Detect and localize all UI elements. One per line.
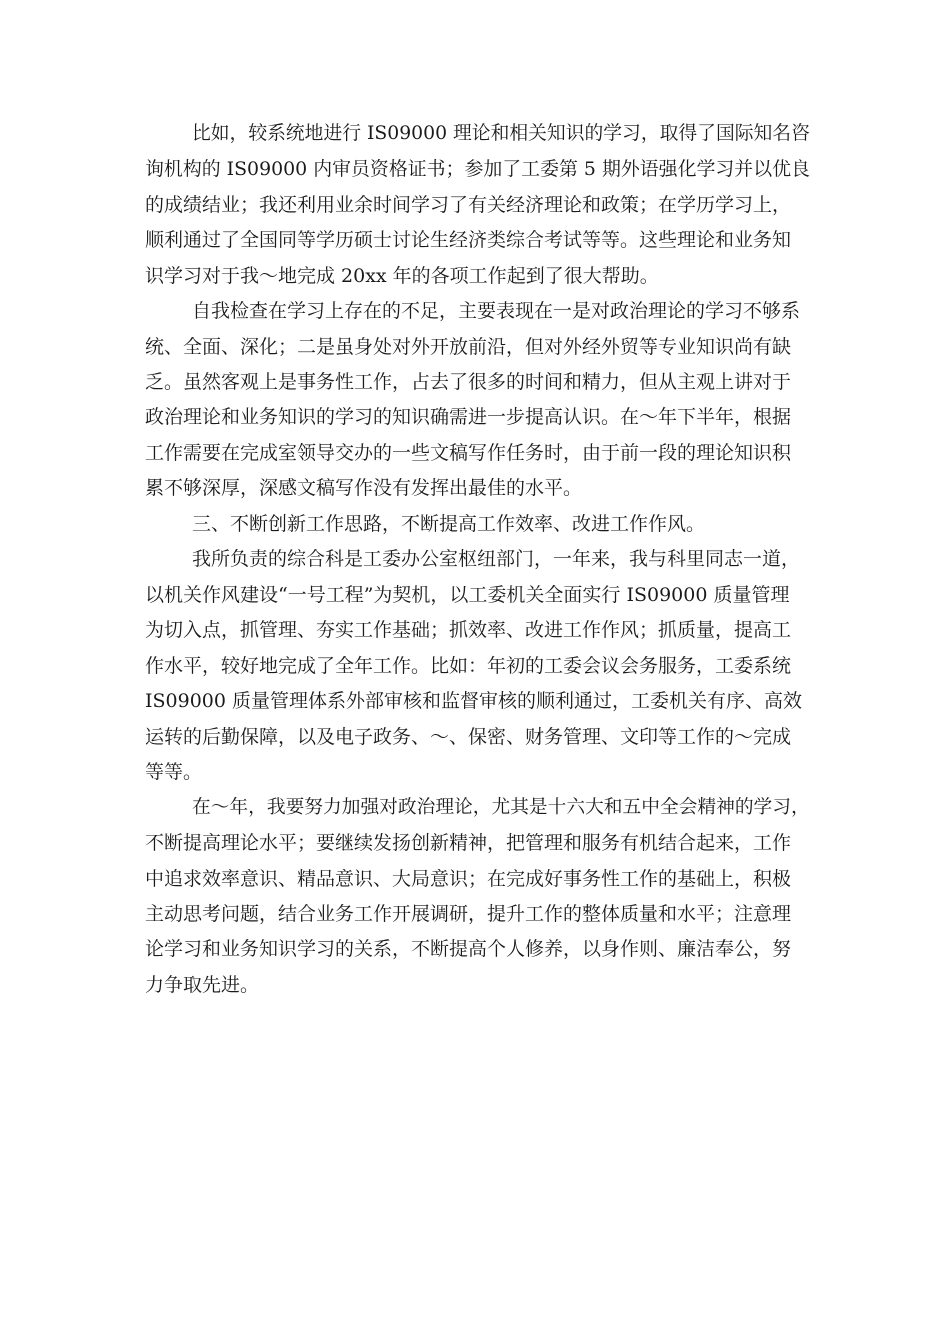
body-line: 累不够深厚，深感文稿写作没有发挥出最佳的水平。 bbox=[145, 477, 583, 499]
body-line: 的成绩结业；我还利用业余时间学习了有关经济理论和政策；在学历学习上， bbox=[145, 194, 792, 216]
body-line: 政治理论和业务知识的学习的知识确需进一步提高认识。在～年下半年，根据 bbox=[145, 406, 792, 428]
body-line: 中追求效率意识、精品意识、大局意识；在完成好事务性工作的基础上，积极 bbox=[145, 868, 792, 890]
body-line: 比如，较系统地进行 IS09000 理论和相关知识的学习，取得了国际知名咨 bbox=[192, 123, 810, 144]
body-line: 作水平，较好地完成了全年工作。比如：年初的工委会议会务服务，工委系统 bbox=[145, 655, 792, 677]
body-line: 我所负责的综合科是工委办公室枢纽部门，一年来，我与科里同志一道， bbox=[192, 548, 801, 570]
body-line: 为切入点，抓管理、夯实工作基础；抓效率、改进工作作风；抓质量，提高工 bbox=[145, 619, 792, 641]
body-line: 等等。 bbox=[145, 761, 203, 783]
body-line: 以机关作风建设“一号工程”为契机，以工委机关全面实行 IS09000 质量管理 bbox=[145, 584, 790, 606]
body-line: 询机构的 IS09000 内审员资格证书；参加了工委第 5 期外语强化学习并以优良 bbox=[145, 158, 810, 180]
body-line: 在～年，我要努力加强对政治理论，尤其是十六大和五中全会精神的学习， bbox=[192, 797, 810, 818]
body-line: 工作需要在完成室领导交办的一些文稿写作任务时，由于前一段的理论知识积 bbox=[145, 442, 792, 464]
body-line: 主动思考问题，结合业务工作开展调研，提升工作的整体质量和水平；注意理 bbox=[145, 903, 792, 925]
body-line: 不断提高理论水平；要继续发扬创新精神，把管理和服务有机结合起来，工作 bbox=[145, 832, 792, 854]
body-line: 统、全面、深化；二是虽身处对外开放前沿，但对外经外贸等专业知识尚有缺 bbox=[145, 336, 792, 358]
section-heading: 三、不断创新工作思路，不断提高工作效率、改进工作作风。 bbox=[192, 513, 706, 535]
body-line: 识学习对于我～地完成 20xx 年的各项工作起到了很大帮助。 bbox=[145, 265, 659, 287]
body-line: 运转的后勤保障，以及电子政务、～、保密、财务管理、文印等工作的～完成 bbox=[145, 726, 792, 748]
body-line: 乏。虽然客观上是事务性工作，占去了很多的时间和精力，但从主观上讲对于 bbox=[145, 371, 792, 393]
body-line: 顺利通过了全国同等学历硕士讨论生经济类综合考试等等。这些理论和业务知 bbox=[145, 229, 792, 251]
body-line: 自我检查在学习上存在的不足，主要表现在一是对政治理论的学习不够系 bbox=[192, 300, 801, 322]
body-line: 力争取先进。 bbox=[145, 974, 260, 996]
body-line: 论学习和业务知识学习的关系，不断提高个人修养，以身作则、廉洁奉公，努 bbox=[145, 938, 792, 960]
body-line: IS09000 质量管理体系外部审核和监督审核的顺利通过，工委机关有序、高效 bbox=[145, 690, 803, 712]
